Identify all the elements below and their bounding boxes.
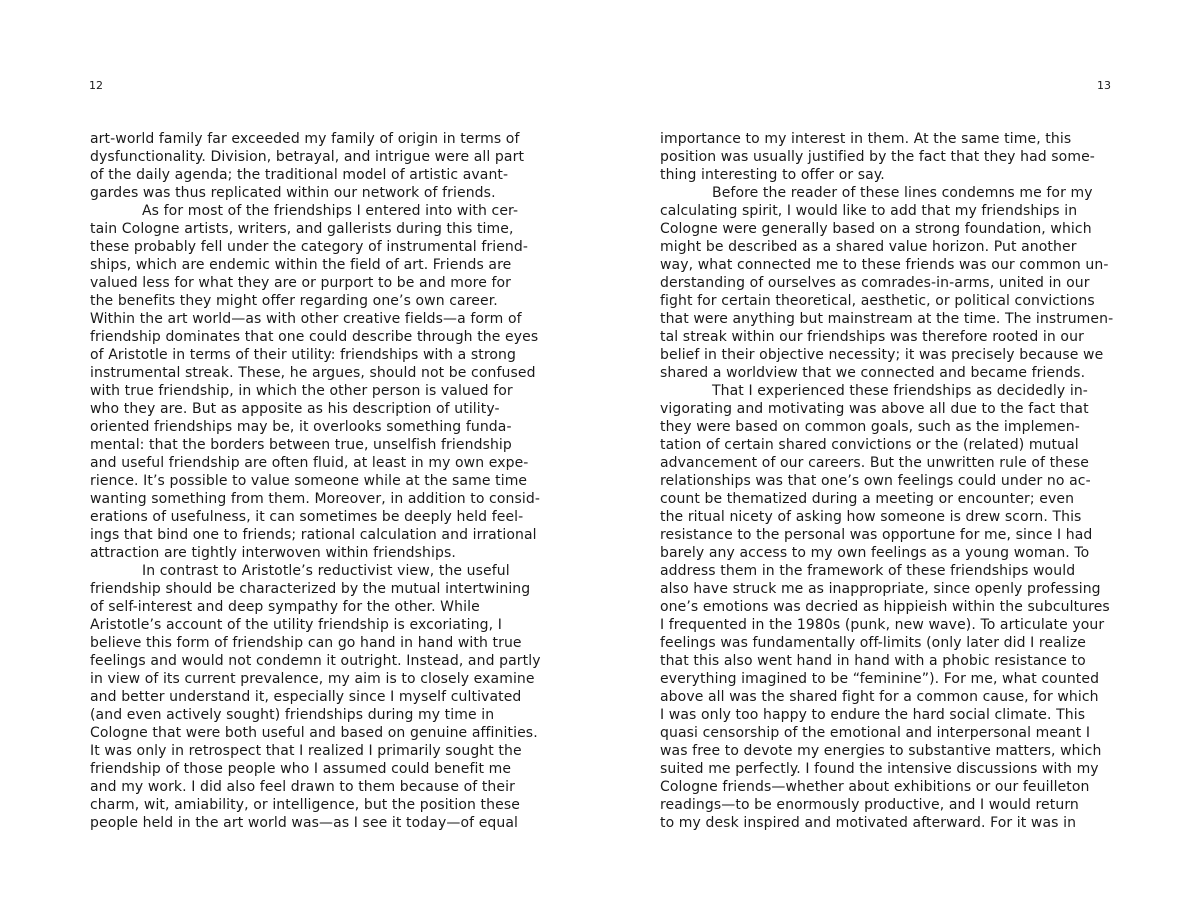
right-page-number: 13	[1097, 79, 1111, 92]
right-page-text-line: one’s emotions was decried as hippieish within the subcultures	[660, 599, 1110, 615]
right-page-text-line: count be thematized during a meeting or encounter; even	[660, 491, 1075, 507]
right-page-text-line: shared a worldview that we connected and became friends.	[660, 365, 1086, 381]
left-page-text-line: oriented friendships may be, it overlooks something funda-	[90, 419, 512, 435]
right-page-text-line: might be described as a shared value horizon. Put another	[660, 239, 1077, 255]
left-page-text-line: tain Cologne artists, writers, and gallerists during this time,	[90, 221, 514, 237]
left-page-text-line: rience. It’s possible to value someone while at the same time	[90, 473, 528, 489]
left-page-text-line: ships, which are endemic within the field of art. Friends are	[90, 257, 512, 273]
right-page-text-line: readings—to be enormously productive, and I would return	[660, 797, 1079, 813]
left-page-text-line: In contrast to Aristotle’s reductivist view, the useful	[142, 563, 510, 579]
left-page-text-line: of self-interest and deep sympathy for the other. While	[90, 599, 480, 615]
left-page-text-line: feelings and would not condemn it outright. Instead, and partly	[90, 653, 541, 669]
left-page-text-line: of the daily agenda; the traditional model of artistic avant-	[90, 167, 509, 183]
left-page-text-line: Cologne that were both useful and based on genuine affinities.	[90, 725, 538, 741]
right-page-text-line: vigorating and motivating was above all due to the fact that	[660, 401, 1089, 417]
left-page-text-line: in view of its current prevalence, my aim is to closely examine	[90, 671, 535, 687]
right-page-text-line: I frequented in the 1980s (punk, new wave). To articulate your	[660, 617, 1105, 633]
right-page-text-line: everything imagined to be “feminine”). For me, what counted	[660, 671, 1100, 687]
right-page-text-line: relationships was that one’s own feelings could under no ac-	[660, 473, 1091, 489]
right-page-text-line: that were anything but mainstream at the time. The instrumen-	[660, 311, 1114, 327]
left-page-number: 12	[89, 79, 103, 92]
right-page-text-line: thing interesting to offer or say.	[660, 167, 885, 183]
left-page-text-line: these probably fell under the category of instrumental friend-	[90, 239, 529, 255]
right-page-text-line: way, what connected me to these friends was our common un-	[660, 257, 1109, 273]
left-page-text-line: with true friendship, in which the other person is valued for	[90, 383, 513, 399]
left-page-text-line: It was only in retrospect that I realized I primarily sought the	[90, 743, 522, 759]
left-page-text-line: Within the art world—as with other creative fields—a form of	[90, 311, 522, 327]
right-page-text-line: Cologne were generally based on a strong foundation, which	[660, 221, 1092, 237]
left-page-text-line: wanting something from them. Moreover, in addition to consid-	[90, 491, 541, 507]
left-page-text-line: charm, wit, amiability, or intelligence, but the position these	[90, 797, 520, 813]
left-page-text-line: erations of usefulness, it can sometimes be deeply held feel-	[90, 509, 524, 525]
right-page-text-line: suited me perfectly. I found the intensive discussions with my	[660, 761, 1099, 777]
right-page-text-line: position was usually justified by the fact that they had some-	[660, 149, 1095, 165]
left-page-text-line: who they are. But as apposite as his description of utility-	[90, 401, 500, 417]
right-page-text-line: the ritual nicety of asking how someone is drew scorn. This	[660, 509, 1082, 525]
left-page-text-line: dysfunctionality. Division, betrayal, and intrigue were all part	[90, 149, 525, 165]
right-page-text-line: derstanding of ourselves as comrades-in-arms, united in our	[660, 275, 1090, 291]
right-page-text-line: calculating spirit, I would like to add that my friendships in	[660, 203, 1078, 219]
right-page-text-line: I was only too happy to endure the hard social climate. This	[660, 707, 1086, 723]
right-page-text-line: barely any access to my own feelings as a young woman. To	[660, 545, 1090, 561]
left-page-text-line: the benefits they might offer regarding one’s own career.	[90, 293, 498, 309]
right-page-text-line: Before the reader of these lines condemns me for my	[712, 185, 1093, 201]
left-page-text-line: (and even actively sought) friendships during my time in	[90, 707, 495, 723]
left-page-text-line: instrumental streak. These, he argues, should not be confused	[90, 365, 536, 381]
right-page-text-line: quasi censorship of the emotional and interpersonal meant I	[660, 725, 1091, 741]
left-page-text-line: friendship of those people who I assumed could benefit me	[90, 761, 512, 777]
left-page-text-line: gardes was thus replicated within our network of friends.	[90, 185, 496, 201]
left-page-text-line: of Aristotle in terms of their utility: friendships with a strong	[90, 347, 517, 363]
right-page-text-line: they were based on common goals, such as the implemen-	[660, 419, 1080, 435]
right-page-text-line: that this also went hand in hand with a phobic resistance to	[660, 653, 1086, 669]
right-page-text-line: fight for certain theoretical, aesthetic, or political convictions	[660, 293, 1095, 309]
right-page-text-column	[660, 130, 1120, 832]
left-page-text-line: and my work. I did also feel drawn to them because of their	[90, 779, 515, 795]
right-page-text-line: tal streak within our friendships was therefore rooted in our	[660, 329, 1084, 345]
left-page-text-line: mental: that the borders between true, unselfish friendship	[90, 437, 512, 453]
right-page-text-line: advancement of our careers. But the unwritten rule of these	[660, 455, 1089, 471]
left-page-text-line: friendship should be characterized by the mutual intertwining	[90, 581, 531, 597]
right-page-text-line: above all was the shared fight for a common cause, for which	[660, 689, 1099, 705]
right-page-text-line: importance to my interest in them. At the same time, this	[660, 131, 1072, 147]
left-page-text-line: people held in the art world was—as I see it today—of equal	[90, 815, 519, 831]
right-page-text-line: Cologne friends—whether about exhibitions or our feuilleton	[660, 779, 1090, 795]
right-page-text-line: That I experienced these friendships as decidedly in-	[712, 383, 1088, 399]
right-page-text-line: belief in their objective necessity; it was precisely because we	[660, 347, 1104, 363]
right-page-text-line: resistance to the personal was opportune for me, since I had	[660, 527, 1093, 543]
left-page-text-line: believe this form of friendship can go hand in hand with true	[90, 635, 522, 651]
left-page-text-line: art-world family far exceeded my family of origin in terms of	[90, 131, 520, 147]
left-page-text-line: Aristotle’s account of the utility friendship is excoriating, I	[90, 617, 502, 633]
left-page-text-line: attraction are tightly interwoven within friendships.	[90, 545, 456, 561]
right-page-text-line: to my desk inspired and motivated afterward. For it was in	[660, 815, 1077, 831]
right-page-text-line: tation of certain shared convictions or the (related) mutual	[660, 437, 1079, 453]
left-page-text-column	[90, 130, 550, 832]
left-page-text-line: friendship dominates that one could describe through the eyes	[90, 329, 539, 345]
right-page-text-line: also have struck me as inappropriate, since openly professing	[660, 581, 1101, 597]
left-page-text-line: valued less for what they are or purport to be and more for	[90, 275, 512, 291]
left-page-text-line: ings that bind one to friends; rational calculation and irrational	[90, 527, 537, 543]
left-page-text-line: As for most of the friendships I entered into with cer-	[142, 203, 519, 219]
right-page-text-line: feelings was fundamentally off-limits (only later did I realize	[660, 635, 1086, 651]
right-page-text-line: was free to devote my energies to substantive matters, which	[660, 743, 1102, 759]
left-page-text-line: and useful friendship are often fluid, at least in my own expe-	[90, 455, 529, 471]
left-page-text-line: and better understand it, especially since I myself cultivated	[90, 689, 522, 705]
right-page-text-line: address them in the framework of these friendships would	[660, 563, 1076, 579]
